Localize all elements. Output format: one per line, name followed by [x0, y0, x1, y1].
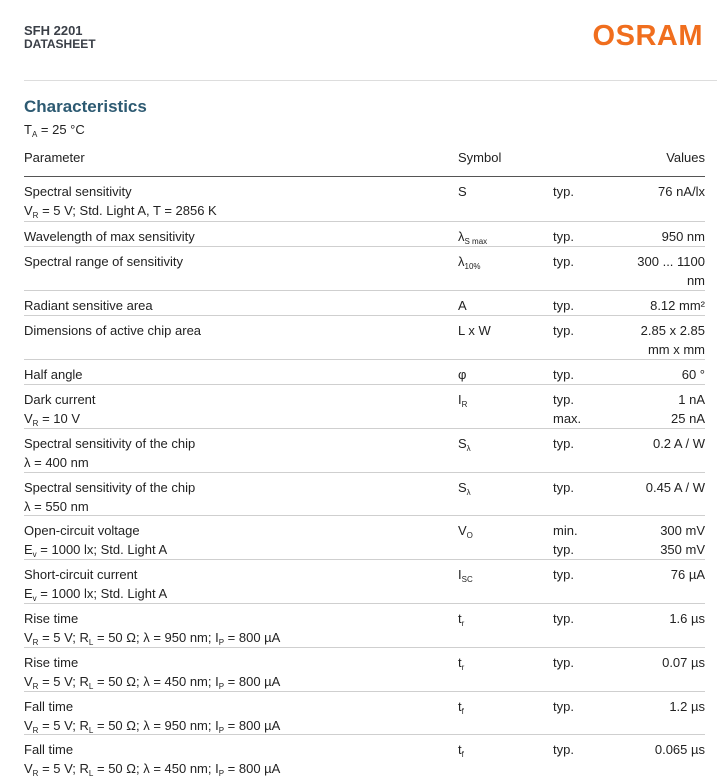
parameter-condition	[24, 672, 280, 691]
table-row	[24, 247, 705, 291]
parameter-cell	[24, 740, 280, 778]
value: 1.6 µs	[669, 611, 705, 626]
section-condition	[24, 122, 85, 137]
symbol-cell	[458, 521, 473, 540]
parameter-condition	[24, 409, 96, 428]
qualifier-cell	[553, 296, 574, 315]
qualifier-cell	[553, 434, 574, 453]
value: 0.2 A / W	[652, 436, 705, 451]
symbol-subscript: f	[461, 750, 464, 759]
condition-text: = 800 µA	[224, 761, 281, 776]
value-cell	[682, 365, 705, 384]
parameter-cell	[24, 227, 195, 246]
value-cell	[650, 296, 705, 315]
value-cell	[671, 390, 705, 428]
condition-text: = 800 µA	[224, 630, 281, 645]
header-divider	[24, 80, 717, 81]
condition-text: V	[24, 674, 33, 689]
qualifier-cell	[553, 740, 574, 759]
symbol-main: λ	[458, 229, 465, 244]
symbol-cell	[458, 478, 471, 497]
table-row	[24, 177, 705, 222]
value: 60 °	[681, 367, 705, 382]
parameter-name: Rise time	[24, 611, 79, 626]
parameter-condition	[24, 759, 280, 778]
qualifier: typ.	[553, 699, 574, 714]
parameter-condition	[24, 584, 167, 603]
symbol-cell	[458, 609, 464, 628]
condition-subscript: R	[32, 769, 39, 778]
condition-text: V	[24, 630, 33, 645]
symbol-subscript: λ	[466, 488, 471, 497]
parameter-name: Short-circuit current	[24, 567, 138, 582]
condition-text: = 50 Ω; λ = 450 nm; I	[93, 761, 219, 776]
value-cell	[637, 252, 705, 290]
qualifier: max.	[553, 411, 582, 426]
condition-text: = 800 µA	[224, 674, 281, 689]
parameter-name: Spectral sensitivity	[24, 184, 132, 199]
condition-text: = 1000 lx; Std. Light A	[36, 586, 168, 601]
value-cell	[671, 565, 705, 584]
symbol-main: A	[458, 298, 467, 313]
value-cell	[641, 321, 705, 359]
product-model: SFH 2201	[24, 23, 83, 38]
condition-text: λ = 400 nm	[24, 455, 89, 470]
parameter-name: Fall time	[24, 742, 74, 757]
qualifier-cell	[553, 478, 574, 497]
parameter-cell	[24, 296, 153, 315]
parameter-condition	[24, 453, 195, 472]
value: 8.12 mm²	[650, 298, 705, 313]
table-row	[24, 648, 705, 692]
condition-text: E	[24, 542, 33, 557]
symbol-main: t	[458, 742, 462, 757]
value: 1 nA	[678, 392, 705, 407]
value: 300 ... 1100	[637, 254, 705, 269]
condition-text: λ = 550 nm	[24, 499, 89, 514]
condition-text: = 50 Ω; λ = 950 nm; I	[93, 630, 219, 645]
qualifier: typ.	[553, 392, 574, 407]
qualifier-cell	[553, 653, 574, 672]
symbol-cell	[458, 296, 467, 315]
parameter-name: Open-circuit voltage	[24, 523, 140, 538]
value: 25 nA	[671, 411, 705, 426]
table-row	[24, 385, 705, 429]
symbol-cell	[458, 365, 466, 384]
section-title: Characteristics	[24, 97, 147, 116]
parameter-cell	[24, 653, 280, 691]
qualifier: typ.	[553, 298, 574, 313]
brand-logo: OSRAM	[592, 20, 703, 52]
parameter-name: Dimensions of active chip area	[24, 323, 202, 338]
parameter-cell	[24, 697, 280, 735]
symbol-main: λ	[458, 254, 465, 269]
symbol-cell	[458, 740, 464, 759]
table-row	[24, 692, 705, 735]
table-row	[24, 316, 705, 360]
condition-subscript: R	[32, 638, 39, 647]
condition-text: E	[24, 586, 33, 601]
condition-value: = 25 °C	[37, 122, 85, 137]
condition-text: = 5 V; R	[38, 718, 89, 733]
symbol-main: t	[458, 611, 462, 626]
condition-text: = 5 V; R	[38, 674, 89, 689]
condition-subscript: v	[32, 550, 37, 559]
qualifier: typ.	[553, 542, 574, 557]
value-cell	[655, 740, 705, 759]
table-row	[24, 429, 705, 473]
qualifier-cell	[553, 365, 574, 384]
symbol-main: L x W	[458, 323, 491, 338]
symbol-subscript: R	[461, 400, 468, 409]
value-cell	[662, 653, 705, 672]
parameter-condition	[24, 540, 167, 559]
table-row	[24, 291, 705, 316]
qualifier: typ.	[553, 367, 574, 382]
value-cell	[658, 182, 705, 201]
condition-subscript: L	[88, 682, 94, 691]
qualifier: typ.	[553, 611, 574, 626]
value: 350 mV	[660, 542, 705, 557]
symbol-subscript: λ	[466, 444, 471, 453]
symbol-subscript: O	[466, 531, 473, 540]
qualifier: typ.	[553, 436, 574, 451]
qualifier-cell	[553, 565, 574, 584]
qualifier-cell	[553, 227, 574, 246]
condition-text: V	[24, 718, 33, 733]
symbol-subscript: 10%	[464, 262, 481, 271]
symbol-main: t	[458, 655, 462, 670]
condition-subscript: P	[218, 726, 225, 735]
parameter-cell	[24, 521, 167, 559]
parameter-cell	[24, 478, 195, 516]
parameter-name: Radiant sensitive area	[24, 298, 153, 313]
parameter-condition	[24, 497, 195, 516]
qualifier: typ.	[553, 567, 574, 582]
symbol-main: S	[458, 184, 467, 199]
document-type: DATASHEET	[24, 37, 96, 51]
parameter-cell	[24, 182, 217, 220]
value: 76 µA	[670, 567, 705, 582]
symbol-cell	[458, 697, 464, 716]
condition-subscript: L	[88, 726, 94, 735]
parameter-name: Wavelength of max sensitivity	[24, 229, 195, 244]
symbol-cell	[458, 227, 487, 246]
condition-text: = 5 V; Std. Light A, T = 2856 K	[38, 203, 217, 218]
value: 0.45 A / W	[645, 480, 705, 495]
value: mm x mm	[647, 342, 705, 357]
column-header-symbol: Symbol	[458, 150, 502, 165]
condition-text: = 50 Ω; λ = 950 nm; I	[93, 718, 219, 733]
table-row	[24, 516, 705, 560]
table-row	[24, 604, 705, 648]
parameter-cell	[24, 565, 167, 603]
parameter-cell	[24, 252, 183, 271]
condition-subscript: P	[218, 682, 225, 691]
parameter-name: Spectral sensitivity of the chip	[24, 436, 196, 451]
value-cell	[669, 609, 705, 628]
condition-text: = 800 µA	[224, 718, 281, 733]
condition-subscript: R	[32, 211, 39, 220]
qualifier: typ.	[553, 229, 574, 244]
condition-subscript: v	[32, 594, 37, 603]
condition-subscript: L	[88, 638, 94, 647]
symbol-main: I	[458, 567, 462, 582]
condition-subscript: R	[32, 726, 39, 735]
condition-text: V	[24, 411, 33, 426]
value: 2.85 x 2.85	[640, 323, 705, 338]
condition-text: = 1000 lx; Std. Light A	[36, 542, 168, 557]
condition-subscript: L	[88, 769, 94, 778]
symbol-cell	[458, 390, 467, 409]
qualifier-cell	[553, 182, 574, 201]
qualifier-cell	[553, 609, 574, 628]
parameter-name: Fall time	[24, 699, 74, 714]
symbol-main: S	[458, 480, 467, 495]
parameter-name: Spectral sensitivity of the chip	[24, 480, 196, 495]
table-row	[24, 560, 705, 604]
qualifier: min.	[553, 523, 578, 538]
qualifier: typ.	[553, 655, 574, 670]
column-header-values: Values	[666, 150, 705, 165]
qualifier: typ.	[553, 184, 574, 199]
table-row	[24, 473, 705, 516]
header	[24, 24, 96, 51]
value: nm	[686, 273, 705, 288]
symbol-cell	[458, 252, 481, 271]
parameter-name: Spectral range of sensitivity	[24, 254, 183, 269]
symbol-main: t	[458, 699, 462, 714]
condition-subscript: R	[32, 682, 39, 691]
parameter-condition	[24, 201, 217, 220]
symbol-cell	[458, 321, 491, 340]
qualifier: typ.	[553, 742, 574, 757]
condition-text: = 50 Ω; λ = 450 nm; I	[93, 674, 219, 689]
parameter-name: Dark current	[24, 392, 96, 407]
parameter-cell	[24, 434, 195, 472]
symbol-cell	[458, 565, 473, 584]
value: 1.2 µs	[669, 699, 705, 714]
condition-text: = 10 V	[38, 411, 81, 426]
value-cell	[669, 697, 705, 716]
qualifier-cell	[553, 521, 578, 559]
qualifier: typ.	[553, 254, 574, 269]
value: 0.065 µs	[654, 742, 705, 757]
value-cell	[662, 227, 705, 246]
parameter-cell	[24, 390, 96, 428]
condition-subscript: A	[31, 130, 38, 139]
value-cell	[646, 478, 705, 497]
symbol-subscript: r	[461, 619, 465, 628]
table-row	[24, 360, 705, 385]
symbol-cell	[458, 434, 471, 453]
value: 300 mV	[660, 523, 705, 538]
qualifier: typ.	[553, 480, 574, 495]
table-row	[24, 222, 705, 247]
symbol-main: φ	[458, 367, 467, 382]
condition-subscript: P	[218, 769, 225, 778]
qualifier-cell	[553, 252, 574, 271]
value: 950 nm	[661, 229, 705, 244]
condition-text: V	[24, 203, 33, 218]
condition-text: = 5 V; R	[38, 761, 89, 776]
condition-text: = 5 V; R	[38, 630, 89, 645]
condition-subscript: P	[218, 638, 225, 647]
symbol-cell	[458, 182, 467, 201]
parameter-name: Rise time	[24, 655, 79, 670]
parameter-condition	[24, 716, 280, 735]
symbol-subscript: f	[461, 707, 464, 716]
symbol-subscript: SC	[461, 575, 473, 584]
column-header-parameter: Parameter	[24, 150, 85, 165]
symbol-subscript: S max	[464, 237, 488, 246]
value: 0.07 µs	[662, 655, 705, 670]
qualifier-cell	[553, 321, 574, 340]
qualifier-cell	[553, 390, 581, 428]
parameter-cell	[24, 609, 280, 647]
symbol-main: I	[458, 392, 462, 407]
condition-subscript: R	[32, 419, 39, 428]
value: 76 nA/lx	[658, 184, 705, 199]
condition-text: V	[24, 761, 33, 776]
symbol-subscript: r	[461, 663, 465, 672]
value-cell	[660, 521, 705, 559]
condition-symbol: T	[24, 122, 32, 137]
symbol-main: V	[458, 523, 467, 538]
qualifier: typ.	[553, 323, 574, 338]
symbol-main: S	[458, 436, 467, 451]
symbol-cell	[458, 653, 464, 672]
qualifier-cell	[553, 697, 574, 716]
table-row	[24, 735, 705, 778]
parameter-name: Half angle	[24, 367, 83, 382]
parameter-cell	[24, 365, 83, 384]
parameter-condition	[24, 628, 280, 647]
value-cell	[653, 434, 705, 453]
parameter-cell	[24, 321, 201, 340]
